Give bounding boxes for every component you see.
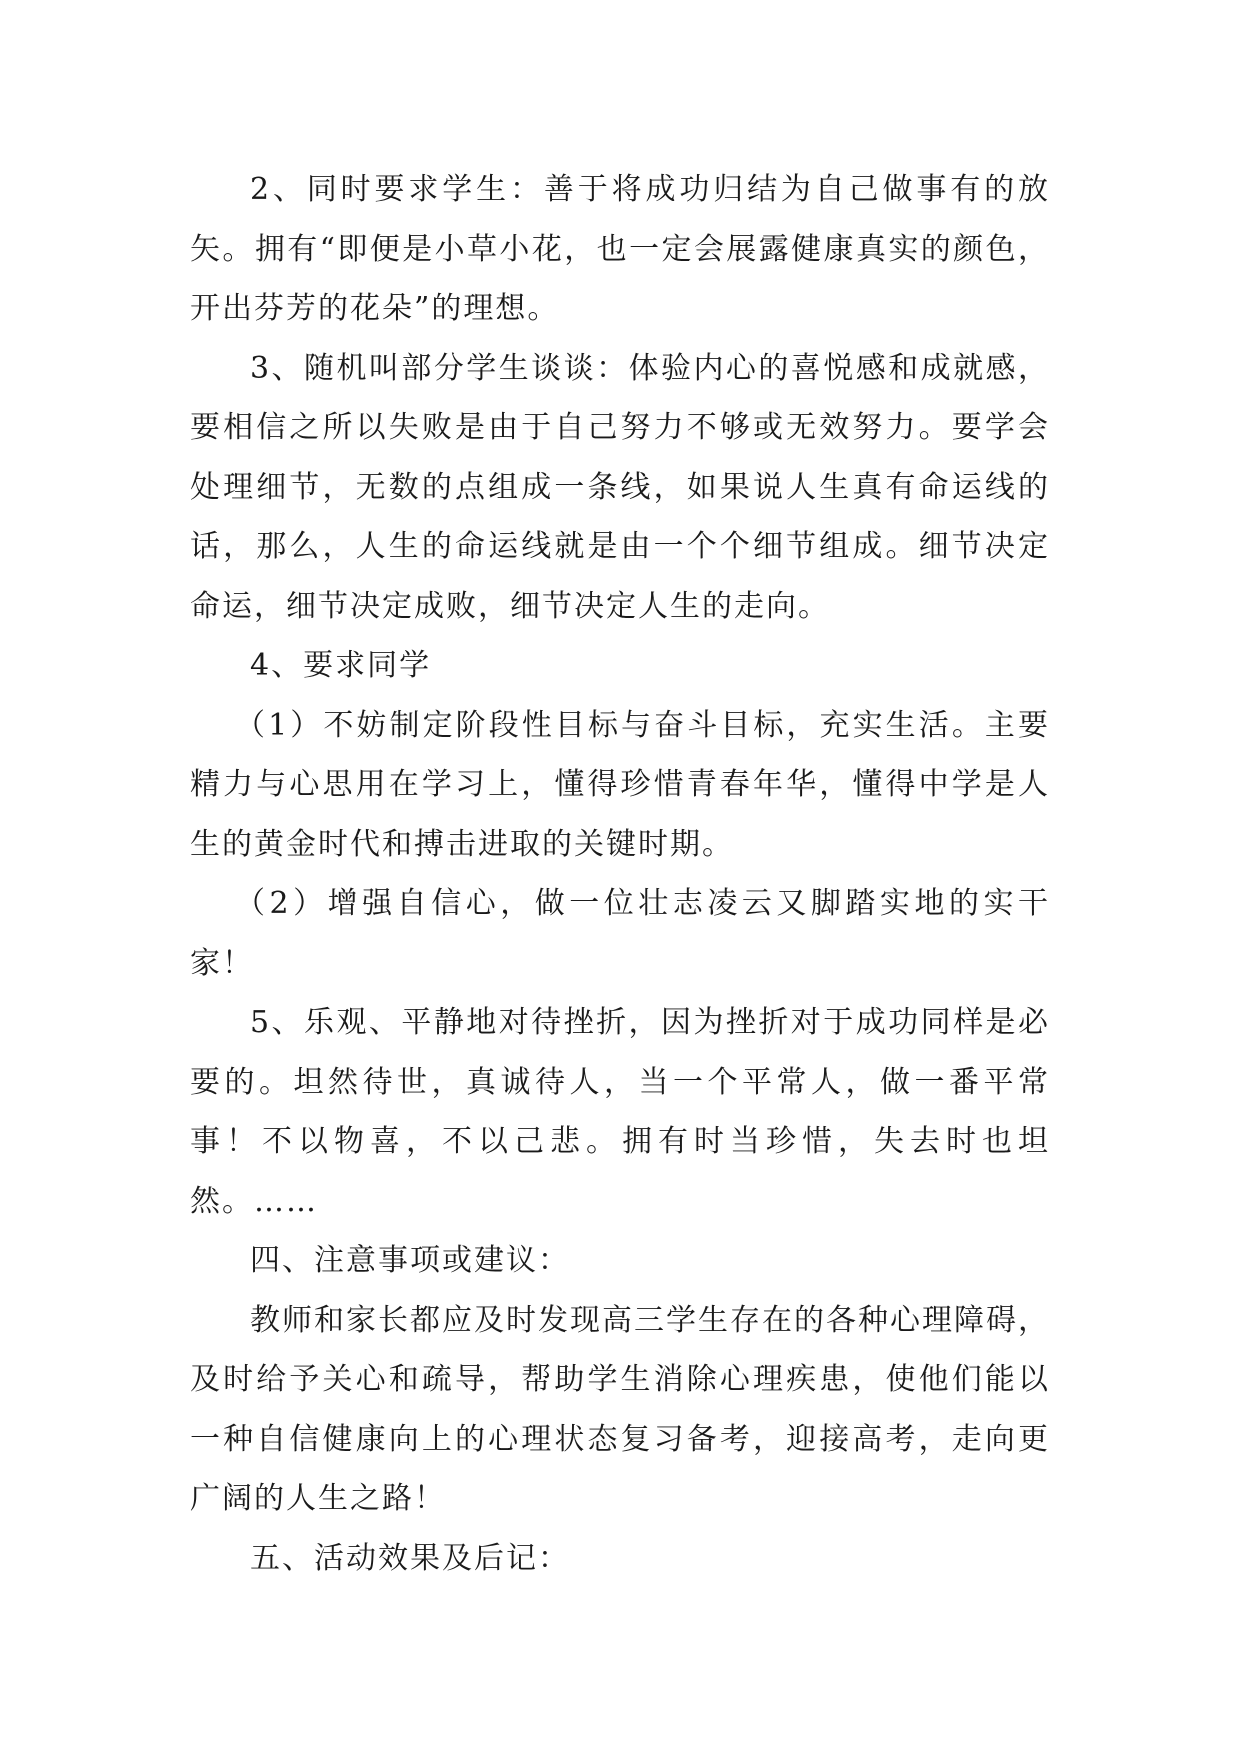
paragraph-notes-body: 教师和家长都应及时发现高三学生存在的各种心理障碍，及时给予关心和疏导，帮助学生消除心理疾患，使他们能以一种自信健康向上的心理状态复习备考，迎接高考，走向更广阔的人生之路！	[190, 1302, 1050, 1516]
paragraph-subitem-1: （1）不妨制定阶段性目标与奋斗目标，充实生活。主要精力与心思用在学习上，懂得珍惜青春年华，懂得中学是人生的黄金时代和搏击进取的关键时期。	[190, 707, 1050, 862]
paragraph-item-4: 4、要求同学	[250, 648, 432, 683]
paragraph-subitem-2: （2）增强自信心，做一位壮志凌云又脚踏实地的实干家！	[190, 886, 1050, 981]
section-heading-notes: 四、注意事项或建议：	[250, 1243, 570, 1278]
section-heading-results: 五、活动效果及后记：	[250, 1540, 570, 1576]
paragraph-item-5: 5、乐观、平静地对待挫折，因为挫折对于成功同样是必要的。坦然待世，真诚待人，当一个平常人，做一番平常事！不以物喜，不以己悲。拥有时当珍惜，失去时也坦然。……	[190, 1005, 1050, 1219]
paragraph-item-2: 2、同时要求学生：善于将成功归结为自己做事有的放矢。拥有“即便是小草小花，也一定会展露健康真实的颜色，开出芬芳的花朵”的理想。	[190, 172, 1050, 326]
paragraph-item-3: 3、随机叫部分学生谈谈：体验内心的喜悦感和成就感，要相信之所以失败是由于自己努力不够或无效努力。要学会处理细节，无数的点组成一条线，如果说人生真有命运线的话，那么，人生的命运线就是由一个个细节组成。细节决定命运，细节决定成败，细节决定人生的走向。	[190, 350, 1050, 624]
document-body	[190, 160, 1050, 1588]
